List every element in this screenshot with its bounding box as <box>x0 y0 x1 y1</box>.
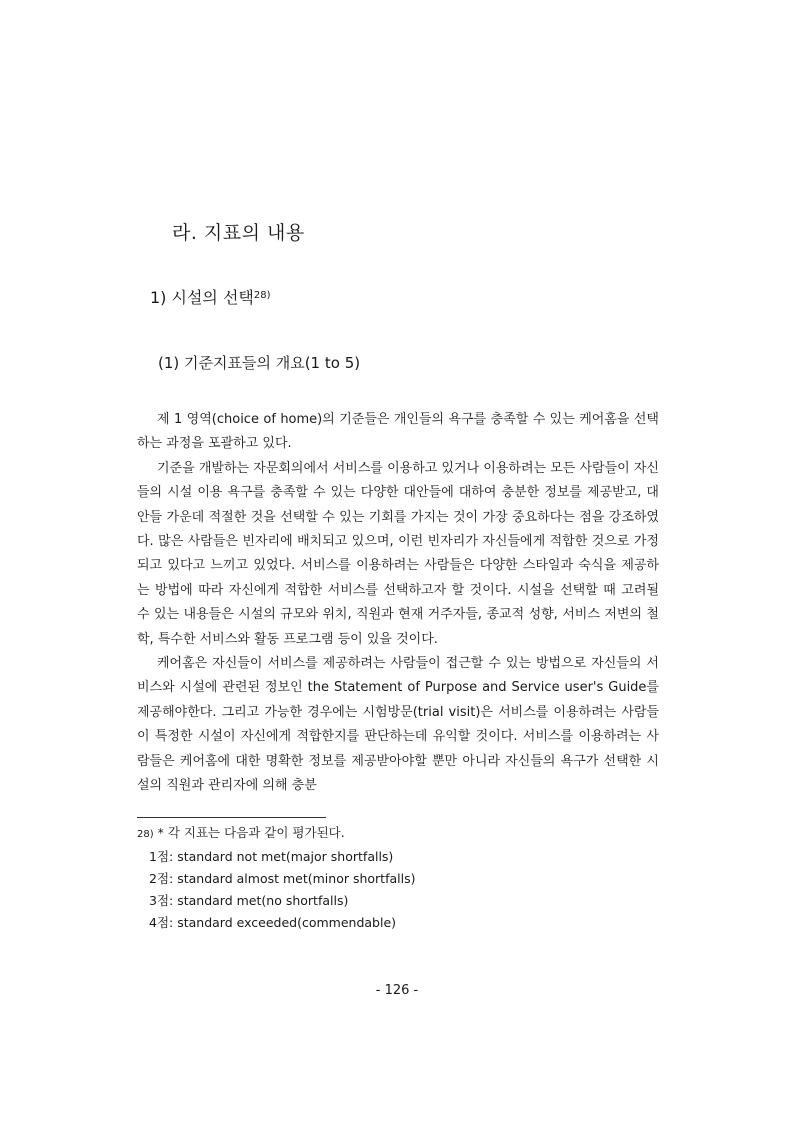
footnote-intro: * 각 지표는 다음과 같이 평가된다. <box>157 825 345 840</box>
paragraph: 제 1 영역(choice of home)의 기준들은 개인들의 욕구를 충족할 수 있는 케어홈을 선택하는 과정을 포괄하고 있다. <box>137 412 659 452</box>
paragraph: 케어홈은 자신들이 서비스를 제공하려는 사람들이 접근할 수 있는 방법으로 자신들의 서비스와 시설에 관련된 정보인 the Statement of Purpose and Service user's Guide를 제공해야한다. 그리고 가능한 경우에는 시험방문(trial visit)은 서비스를 이용하려는 사람들이 특정한 시설이 자신에게 적합한지를 판단하는데 유익할 것이다. 서비스를 이용하려는 사람들은 케어홈에 대한 명확한 정보를 제공받아야할 뿐만 아니라 자신들의 욕구가 선택한 시설의 직원과 관리자에 의해 충분 <box>137 656 659 794</box>
body-text <box>137 408 659 799</box>
footnote-intro-line <box>137 822 659 846</box>
footnote-item: 3점: standard met(no shortfalls) <box>149 893 349 908</box>
subsection-heading-text: 1) 시설의 선택 <box>150 288 254 307</box>
footnote <box>137 822 659 934</box>
paragraph: 기준을 개발하는 자문회의에서 서비스를 이용하고 있거나 이용하려는 모든 사람들이 자신들의 시설 이용 욕구를 충족할 수 있는 다양한 대안들에 대하여 충분한 정보를 제공받고, 대안들 가운데 적절한 것을 선택할 수 있는 기회를 가지는 것이 가장 중요하다는 점을 강조하였다. 많은 사람들은 빈자리에 배치되고 있으며, 이런 빈자리가 자신들에게 적합한 것으로 가정되고 있다고 느끼고 있었다. 서비스를 이용하려는 사람들은 다양한 스타일과 숙식을 제공하는 방법에 따라 자신에게 적합한 서비스를 선택하고자 할 것이다. 시설을 선택할 때 고려될 수 있는 내용들은 시설의 규모와 위치, 직원과 현재 거주자들, 종교적 성향, 서비스 저변의 철학, 특수한 서비스와 활동 프로그램 등이 있을 것이다. <box>137 460 659 647</box>
footnote-divider <box>137 817 326 818</box>
footnote-item: 4점: standard exceeded(commendable) <box>149 915 397 930</box>
section-heading: 라. 지표의 내용 <box>172 222 305 244</box>
footnote-item: 1점: standard not met(major shortfalls) <box>149 849 394 864</box>
subsection-heading <box>150 285 271 308</box>
footnote-mark: 28) <box>137 829 154 840</box>
footnote-reference[interactable]: 28) <box>253 290 271 301</box>
subsubsection-heading: (1) 기준지표들의 개요(1 to 5) <box>158 354 361 372</box>
footnote-item: 2점: standard almost met(minor shortfalls) <box>149 871 416 886</box>
page-number: - 126 - <box>375 983 419 998</box>
